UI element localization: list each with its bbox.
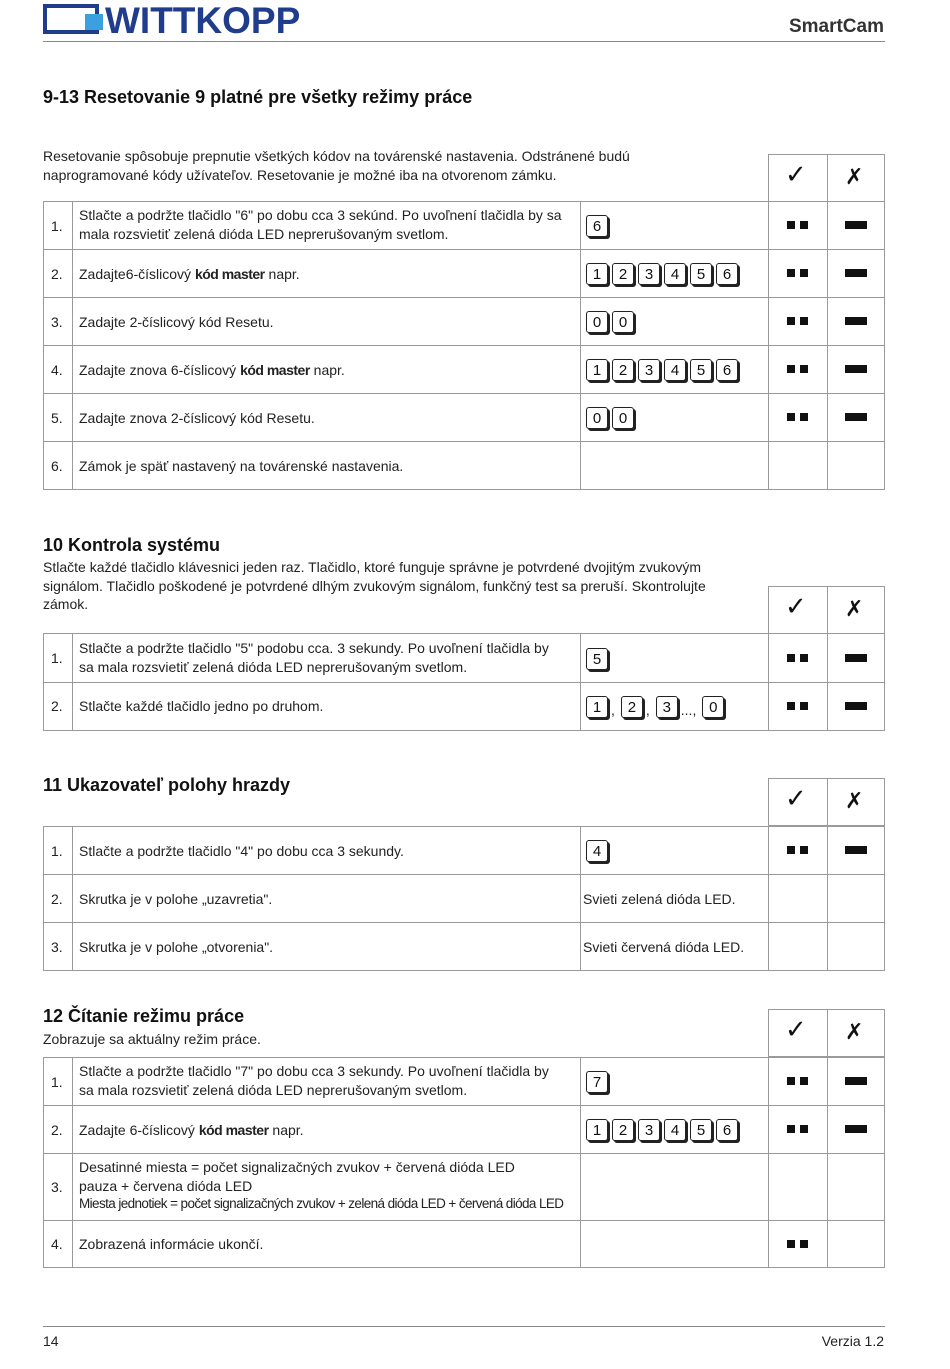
step-number: 3.: [51, 1179, 63, 1195]
separator: ,: [611, 702, 615, 718]
double-beep-icon: [787, 365, 808, 373]
key-button: 7: [586, 1071, 608, 1093]
keypad-sequence: [586, 407, 638, 429]
long-beep-icon: [845, 221, 867, 229]
long-beep-icon: [845, 413, 867, 421]
key-button: 0: [702, 696, 724, 718]
separator: ,: [645, 702, 650, 718]
double-beep-icon: [787, 846, 808, 854]
key-button: 4: [586, 840, 608, 862]
step-text: Zobrazená informácie ukončí.: [79, 1236, 264, 1252]
separator: ...,: [680, 702, 697, 718]
step-number: 3.: [51, 939, 63, 955]
checkmark-icon: ✓: [785, 783, 807, 813]
master-code-label: kód master: [194, 266, 265, 282]
step-text-part: Zadajte 6-číslicový: [79, 1122, 199, 1138]
intro-line: naprogramované kódy užívateľov. Resetovanie je možné iba na otvorenom zámku.: [43, 166, 557, 183]
step-line: Stlačte a podržte tlačidlo "7" po dobu cca 3 sekundy. Po uvoľnení tlačidla by: [79, 1063, 549, 1079]
step-number: 6.: [51, 458, 63, 474]
keypad-sequence: [586, 359, 742, 381]
key-button: 1: [586, 263, 608, 285]
footer-divider: [43, 1326, 885, 1327]
step-line: Stlačte a podržte tlačidlo "5" podobu cca. 3 sekundy. Po uvoľnení tlačidla by: [79, 640, 549, 656]
key-button: 5: [690, 359, 712, 381]
keypad-sequence: [586, 215, 612, 237]
step-number: 4.: [51, 1236, 63, 1252]
table-cell: [768, 1153, 828, 1221]
step-line: sa mala rozsvietiť zelená dióda LED neprerušovaným svetlom.: [79, 658, 468, 675]
step-text-part: Zadajte znova 6-číslicový: [79, 362, 241, 378]
cross-icon: ✗: [845, 596, 864, 621]
step-text-part: napr.: [268, 1122, 304, 1138]
keypad-sequence: [586, 311, 638, 333]
section-title-12: 12 Čítanie režimu práce: [43, 1006, 245, 1026]
intro-line: Stlačte každé tlačidlo klávesnici jeden raz. Tlačidlo, ktoré funguje správne je potvrdené dvojitým zvukovým: [43, 559, 702, 575]
section-title-10: 10 Kontrola systému: [43, 535, 221, 555]
step-number: 2.: [51, 698, 63, 714]
step-line: Miesta jednotiek = počet signalizačných zvukov + zelená dióda LED + červená dióda LED: [79, 1196, 564, 1211]
key-button: 1: [586, 1119, 608, 1141]
double-beep-icon: [787, 1125, 808, 1133]
intro-line: signálom. Tlačidlo poškodené je potvrdené dlhým zvukovým signálom, funkčný test sa preruší. Skontrolujte: [43, 577, 706, 594]
key-button: 0: [586, 311, 608, 333]
double-beep-icon: [787, 317, 808, 325]
key-button: 0: [586, 407, 608, 429]
key-button: 0: [612, 311, 634, 333]
checkmark-icon: ✓: [785, 1014, 807, 1044]
keypad-sequence: [586, 840, 612, 862]
step-text: [79, 1121, 304, 1140]
long-beep-icon: [845, 654, 867, 662]
table-cell: [827, 1153, 885, 1221]
step-number: 1.: [51, 650, 63, 666]
key-button: 4: [664, 263, 686, 285]
step-number: 1.: [51, 218, 63, 234]
table-cell: [768, 922, 828, 971]
step-text: Zadajte znova 2-číslicový kód Resetu.: [79, 410, 315, 426]
key-button: 2: [621, 696, 643, 718]
step-text: [79, 639, 549, 676]
version-label: Verzia 1.2: [821, 1333, 884, 1349]
keypad-sequence: [586, 696, 728, 718]
double-beep-icon: [787, 702, 808, 710]
step-text: Stlačte a podržte tlačidlo "4" po dobu cca 3 sekundy.: [79, 843, 404, 859]
step-text: [79, 1062, 549, 1099]
keypad-sequence: [586, 648, 612, 670]
step-line: pauza + červena dióda LED: [79, 1177, 253, 1194]
key-button: 2: [612, 263, 634, 285]
step-text: Stlačte každé tlačidlo jedno po druhom.: [79, 698, 324, 714]
step-text-part: napr.: [264, 266, 300, 282]
key-button: 3: [638, 263, 660, 285]
section-intro-9-13: [43, 147, 763, 184]
keypad-sequence: [586, 1071, 612, 1093]
checkmark-icon: ✓: [785, 591, 807, 621]
key-button: 2: [612, 359, 634, 381]
keypad-sequence: [586, 1119, 742, 1141]
double-beep-icon: [787, 269, 808, 277]
page-number: 14: [43, 1333, 59, 1349]
logo-text: WITTKOPP: [105, 0, 301, 41]
step-number: 2.: [51, 1122, 63, 1138]
step-number: 2.: [51, 266, 63, 282]
long-beep-icon: [845, 269, 867, 277]
step-number: 1.: [51, 1074, 63, 1090]
led-result: Svieti zelená dióda LED.: [583, 891, 736, 907]
step-line: sa mala rozsvietiť zelená dióda LED neprerušovaným svetlom.: [79, 1081, 468, 1098]
keypad-sequence: [586, 263, 742, 285]
step-text: Zadajte 2-číslicový kód Resetu.: [79, 314, 274, 330]
step-text: Skrutka je v polohe „otvorenia".: [79, 939, 274, 955]
table-cell: [768, 441, 828, 490]
long-beep-icon: [845, 846, 867, 854]
step-line: Stlačte a podržte tlačidlo "6" po dobu cca 3 sekúnd. Po uvoľnení tlačidla by sa: [79, 207, 562, 223]
key-button: 3: [638, 1119, 660, 1141]
master-code-label: kód master: [198, 1122, 269, 1138]
long-beep-icon: [845, 702, 867, 710]
table-cell: [580, 1153, 769, 1221]
double-beep-icon: [787, 221, 808, 229]
checkmark-icon: ✓: [785, 159, 807, 189]
header-divider: [43, 41, 885, 42]
table-cell: [827, 1220, 885, 1268]
long-beep-icon: [845, 317, 867, 325]
table-cell: [827, 441, 885, 490]
intro-line: zámok.: [43, 596, 89, 612]
table-cell: [768, 874, 828, 923]
long-beep-icon: [845, 1077, 867, 1085]
double-beep-icon: [787, 1240, 808, 1248]
master-code-label: kód master: [240, 362, 310, 378]
step-number: 3.: [51, 314, 63, 330]
section-intro-10: [43, 558, 763, 614]
long-beep-icon: [845, 1125, 867, 1133]
key-button: 0: [612, 407, 634, 429]
step-line: Desatinné miesta = počet signalizačných zvukov + červená dióda LED: [79, 1159, 515, 1175]
key-button: 5: [690, 263, 712, 285]
product-name: SmartCam: [788, 16, 884, 37]
key-button: 5: [586, 648, 608, 670]
cross-icon: ✗: [845, 1019, 864, 1044]
section-title-9-13: 9-13 Resetovanie 9 platné pre všetky režimy práce: [43, 87, 473, 107]
section-intro-12: Zobrazuje sa aktuálny režim práce.: [43, 1031, 261, 1047]
cross-icon: ✗: [845, 788, 864, 813]
step-text: [79, 361, 345, 380]
cross-icon: ✗: [845, 164, 864, 189]
key-button: 1: [586, 696, 608, 718]
table-cell: [827, 874, 885, 923]
step-number: 5.: [51, 410, 63, 426]
key-button: 4: [664, 1119, 686, 1141]
table-cell: [827, 922, 885, 971]
table-cell: [580, 441, 769, 490]
key-button: 6: [716, 263, 738, 285]
step-text-part: Zadajte6-číslicový: [79, 266, 195, 282]
key-button: 3: [638, 359, 660, 381]
double-beep-icon: [787, 1077, 808, 1085]
key-button: 1: [586, 359, 608, 381]
key-button: 6: [586, 215, 608, 237]
key-button: 4: [664, 359, 686, 381]
table-cell: [580, 1220, 769, 1268]
intro-line: Resetovanie spôsobuje prepnutie všetkých kódov na továrenské nastavenia. Odstránené budú: [43, 148, 630, 164]
key-button: 3: [656, 696, 678, 718]
key-button: 2: [612, 1119, 634, 1141]
step-text: [79, 206, 562, 243]
step-text: Skrutka je v polohe „uzavretia".: [79, 891, 273, 907]
double-beep-icon: [787, 654, 808, 662]
step-text: Zámok je späť nastavený na továrenské nastavenia.: [79, 458, 404, 474]
step-number: 4.: [51, 362, 63, 378]
step-line: mala rozsvietiť zelená dióda LED neprerušovaným svetlom.: [79, 225, 449, 242]
key-button: 6: [716, 1119, 738, 1141]
step-text: [79, 265, 300, 284]
long-beep-icon: [845, 365, 867, 373]
double-beep-icon: [787, 413, 808, 421]
step-text-part: napr.: [309, 362, 345, 378]
section-title-11: 11 Ukazovateľ polohy hrazdy: [43, 775, 291, 795]
step-text: [79, 1158, 563, 1214]
step-number: 2.: [51, 891, 63, 907]
step-number: 1.: [51, 843, 63, 859]
key-button: 5: [690, 1119, 712, 1141]
logo-square-icon: [85, 14, 103, 30]
key-button: 6: [716, 359, 738, 381]
led-result: Svieti červená dióda LED.: [583, 939, 745, 955]
